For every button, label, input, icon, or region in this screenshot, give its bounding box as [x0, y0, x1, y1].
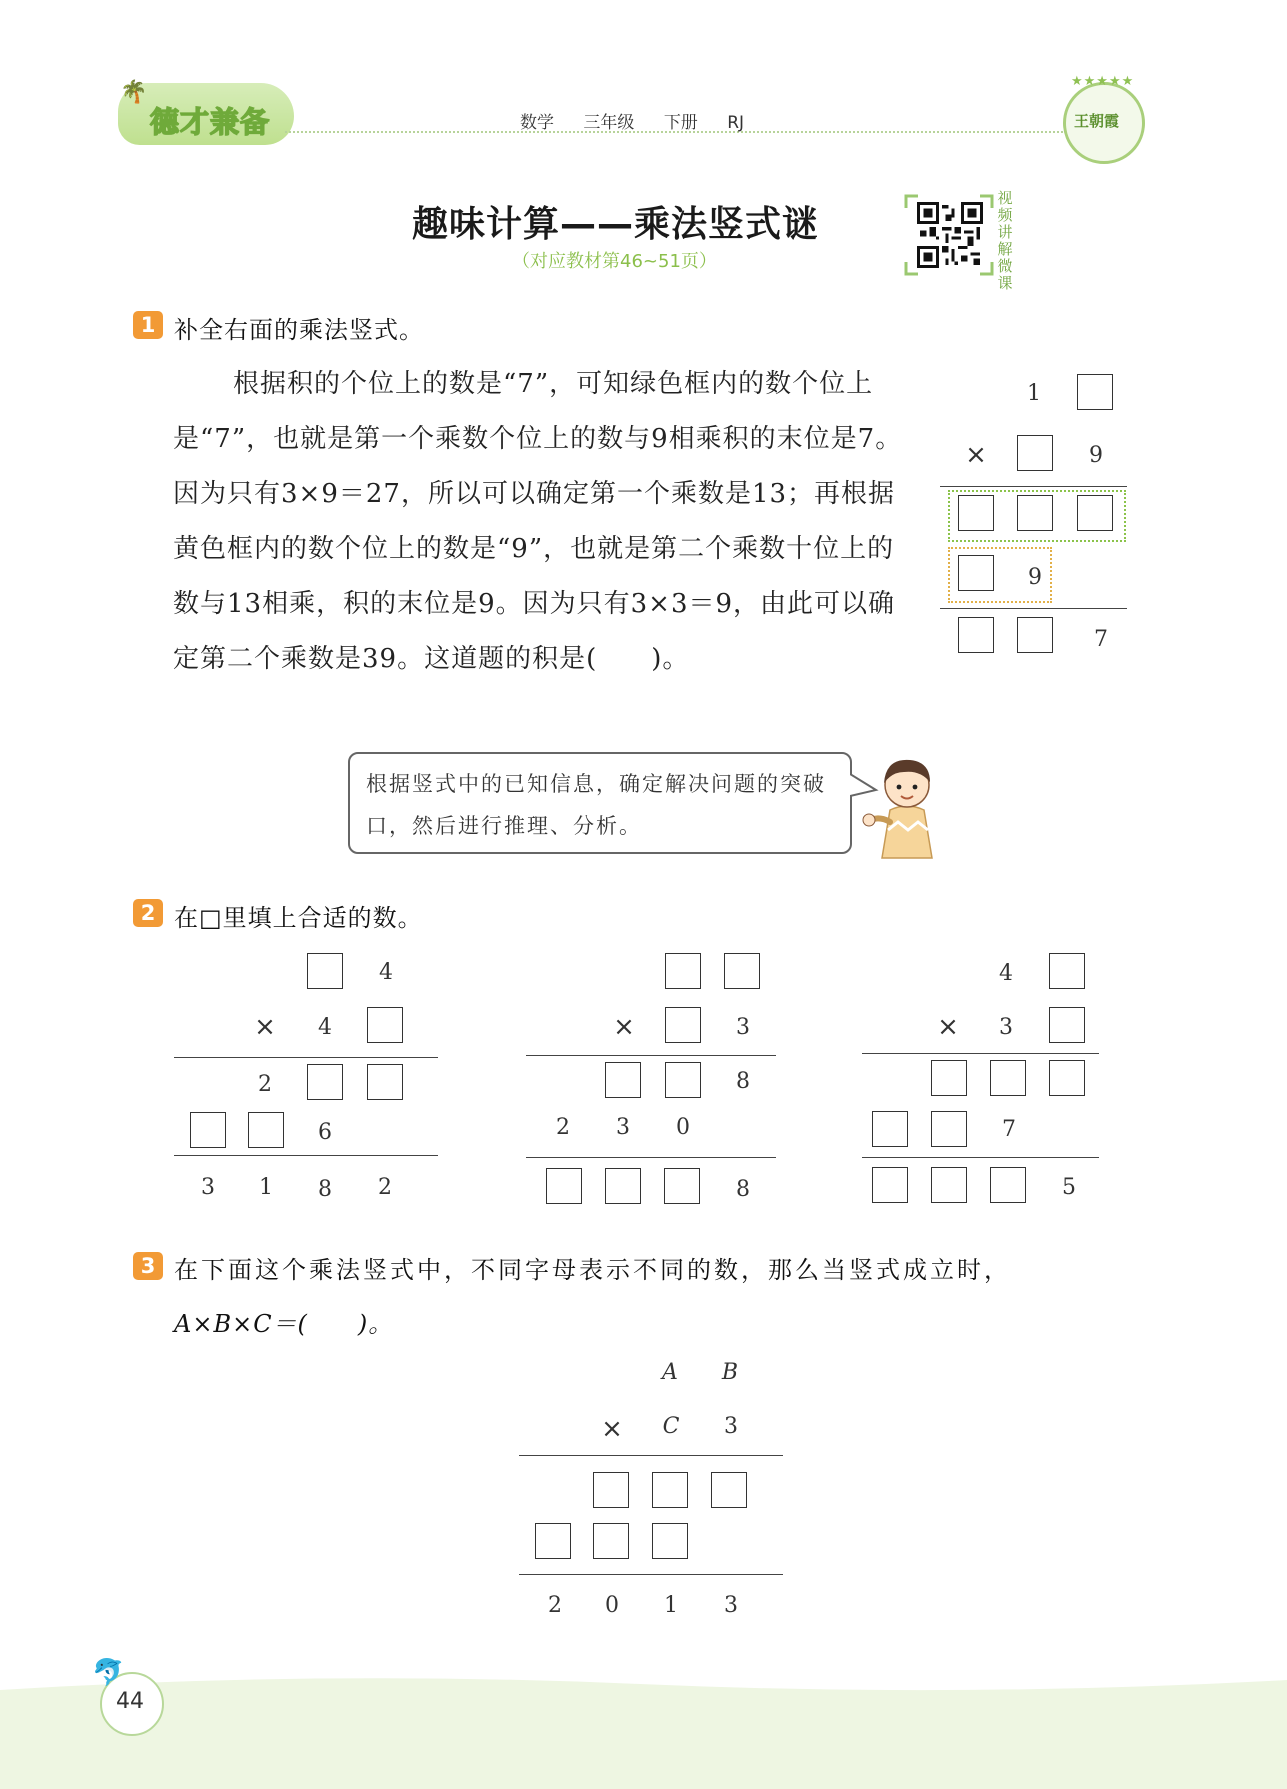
- dolphin-icon: 🐬: [92, 1658, 125, 1688]
- q2-digit: 2: [556, 1115, 570, 1140]
- multiply-sign: ×: [937, 1012, 959, 1042]
- q3-digit: 3: [724, 1414, 738, 1439]
- q2-digit: 8: [318, 1177, 332, 1202]
- q3-rule: [519, 1455, 783, 1456]
- q2-blank-box[interactable]: [665, 1062, 701, 1098]
- page-title: 趣味计算——乘法竖式谜: [412, 204, 820, 245]
- q3-letter: A: [662, 1360, 678, 1385]
- qr-code-icon[interactable]: [917, 202, 983, 268]
- tip-text: 根据竖式中的已知信息，确定解决问题的突破口，然后进行推理、分析。: [366, 772, 826, 838]
- q1-digit: 7: [1094, 627, 1108, 652]
- q2-blank-box[interactable]: [605, 1168, 641, 1204]
- q3-blank-box[interactable]: [652, 1472, 688, 1508]
- badge-text: 王朝霞: [1074, 112, 1120, 130]
- q2-digit: 3: [736, 1015, 750, 1040]
- q2-digit: 0: [676, 1115, 690, 1140]
- q2-blank-box[interactable]: [1049, 1007, 1085, 1043]
- q2-blank-box[interactable]: [307, 1064, 343, 1100]
- q1-blank-box[interactable]: [1077, 374, 1113, 410]
- q3-blank-box[interactable]: [535, 1523, 571, 1559]
- q1-rule: [940, 608, 1127, 609]
- q1-rule: [940, 486, 1127, 487]
- q2-blank-box[interactable]: [931, 1111, 967, 1147]
- q2-digit: 1: [259, 1175, 273, 1200]
- q3-digit: 3: [724, 1593, 738, 1618]
- q2-blank-box[interactable]: [990, 1060, 1026, 1096]
- q2-digit: 2: [258, 1072, 272, 1097]
- multiply-sign: ×: [965, 440, 987, 470]
- q1-digit: 1: [1027, 381, 1041, 406]
- q2-blank-box[interactable]: [546, 1168, 582, 1204]
- q2-blank-box[interactable]: [665, 953, 701, 989]
- q2-rule: [174, 1155, 438, 1156]
- q2-digit: 4: [318, 1015, 332, 1040]
- q1-blank-box[interactable]: [1017, 435, 1053, 471]
- header-subject: 数学: [520, 113, 554, 133]
- question-3-prompt: 在下面这个乘法竖式中，不同字母表示不同的数，那么当竖式成立时，: [174, 1256, 1011, 1284]
- q2-blank-box[interactable]: [664, 1168, 700, 1204]
- q2-blank-box[interactable]: [872, 1167, 908, 1203]
- q2-blank-box[interactable]: [248, 1112, 284, 1148]
- q2-blank-box[interactable]: [1049, 953, 1085, 989]
- q2-digit: 4: [379, 960, 393, 985]
- header-volume: 下册: [663, 113, 698, 133]
- question-number-2: 2: [133, 899, 163, 927]
- q2-digit: 3: [999, 1015, 1013, 1040]
- q2-blank-box[interactable]: [931, 1060, 967, 1096]
- q2-digit: 8: [736, 1069, 750, 1094]
- multiply-sign: ×: [601, 1414, 623, 1444]
- q3-blank-box[interactable]: [593, 1523, 629, 1559]
- header-info: [520, 108, 760, 133]
- qr-label: 视频讲解微课: [997, 189, 1013, 292]
- question-3-prompt-line2: A×B×C＝( )。: [174, 1310, 394, 1338]
- q3-blank-box[interactable]: [593, 1472, 629, 1508]
- q2-blank-box[interactable]: [1049, 1060, 1085, 1096]
- q3-digit: 2: [548, 1593, 562, 1618]
- header-edition: RJ: [727, 113, 745, 133]
- question-number-1: 1: [133, 311, 163, 339]
- brand-name: 德才兼备: [150, 105, 271, 139]
- q3-blank-box[interactable]: [711, 1472, 747, 1508]
- q2-blank-box[interactable]: [605, 1062, 641, 1098]
- question-1-explanation: 根据积的个位上的数是“7”，可知绿色框内的数个位上是“7”，也就是第一个乘数个位上的数与9相乘积的末位是7。因为只有3×9＝27，所以可以确定第一个乘数是13；再根据黄色框内的数个位上的数是“9”，也就是第二个乘数十位上的数与13相乘，积的末位是9。因为只有3×3＝9，由此可以确定第二个乘数是39。这道题的积是( )。: [173, 369, 903, 674]
- question-2-prompt: 在□里填上合适的数。: [174, 904, 423, 932]
- q2-blank-box[interactable]: [931, 1167, 967, 1203]
- boy-character-icon: [860, 750, 955, 860]
- q2-digit: 3: [616, 1115, 630, 1140]
- q1-blank-box[interactable]: [958, 495, 994, 531]
- q2-rule: [526, 1157, 776, 1158]
- q2-blank-box[interactable]: [990, 1167, 1026, 1203]
- q1-blank-box[interactable]: [958, 555, 994, 591]
- q1-digit: 9: [1028, 565, 1042, 590]
- q2-blank-box[interactable]: [665, 1007, 701, 1043]
- question-number-3: 3: [133, 1252, 163, 1280]
- q2-digit: 2: [378, 1175, 392, 1200]
- header-grade: 三年级: [583, 113, 635, 133]
- q3-blank-box[interactable]: [652, 1523, 688, 1559]
- q3-rule: [519, 1574, 783, 1575]
- page-number: 44: [116, 1689, 144, 1714]
- q2-rule: [862, 1157, 1099, 1158]
- q2-blank-box[interactable]: [307, 953, 343, 989]
- q3-digit: 1: [664, 1593, 678, 1618]
- q1-blank-box[interactable]: [1077, 495, 1113, 531]
- q2-blank-box[interactable]: [872, 1111, 908, 1147]
- q2-blank-box[interactable]: [367, 1064, 403, 1100]
- multiply-sign: ×: [613, 1012, 635, 1042]
- q2-blank-box[interactable]: [190, 1112, 226, 1148]
- q2-blank-box[interactable]: [367, 1007, 403, 1043]
- q2-digit: 8: [736, 1177, 750, 1202]
- q3-digit: 0: [605, 1593, 619, 1618]
- footer-wave: [0, 1670, 1287, 1789]
- q2-digit: 3: [201, 1175, 215, 1200]
- q2-digit: 7: [1002, 1117, 1016, 1142]
- q3-letter: C: [662, 1414, 680, 1439]
- q3-letter: B: [721, 1360, 739, 1385]
- q1-blank-box[interactable]: [958, 617, 994, 653]
- q1-blank-box[interactable]: [1017, 495, 1053, 531]
- star-icon: ★★★★★: [1071, 74, 1135, 89]
- palm-icon: 🌴: [120, 80, 148, 105]
- page-subtitle: （对应教材第46~51页）: [512, 251, 717, 272]
- q2-blank-box[interactable]: [724, 953, 760, 989]
- q1-digit: 9: [1089, 443, 1103, 468]
- q2-rule: [174, 1057, 438, 1058]
- q2-digit: 6: [318, 1120, 332, 1145]
- q2-rule: [862, 1053, 1099, 1054]
- multiply-sign: ×: [254, 1012, 276, 1042]
- q2-rule: [526, 1055, 776, 1056]
- q1-blank-box[interactable]: [1017, 617, 1053, 653]
- q2-digit: 4: [999, 961, 1013, 986]
- q2-digit: 5: [1062, 1175, 1076, 1200]
- question-1-prompt: 补全右面的乘法竖式。: [174, 316, 424, 344]
